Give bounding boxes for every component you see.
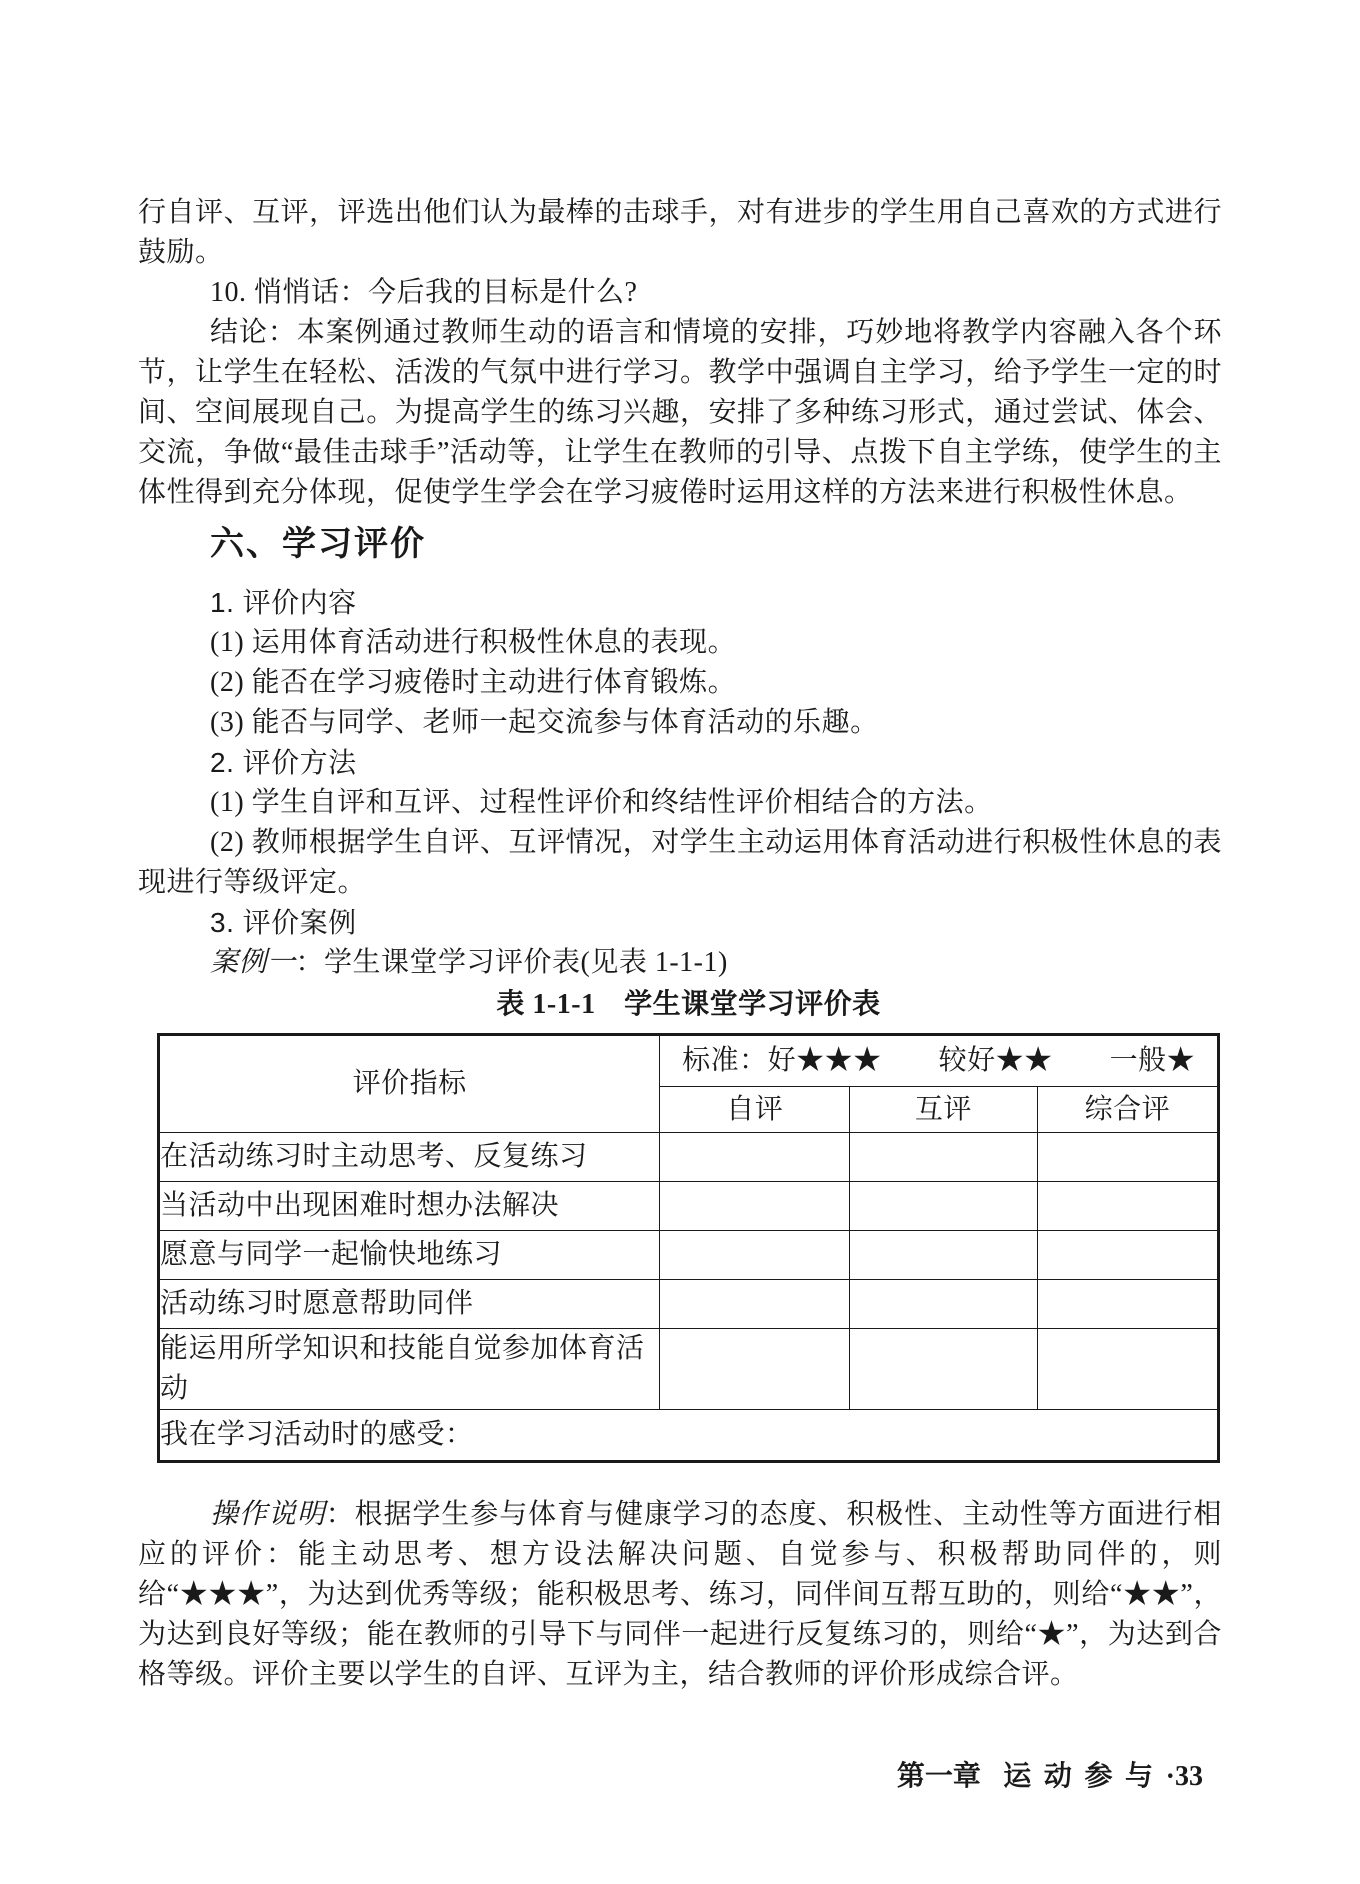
peer-eval-cell (850, 1133, 1038, 1182)
footer-chapter: 第一章 (896, 1761, 981, 1792)
footer-separator: · (1165, 1761, 1175, 1792)
page-footer (897, 1757, 1203, 1797)
overall-eval-cell (1037, 1329, 1218, 1410)
footer-page-number: 33 (1175, 1761, 1203, 1792)
peer-eval-cell (850, 1329, 1038, 1410)
subsection-1-heading: 1. 评价内容 (210, 587, 357, 618)
criteria-cell: 能运用所学知识和技能自觉参加体育活动 (159, 1329, 660, 1410)
evaluation-content-item-1: (1) 运用体育活动进行积极性休息的表现。 (210, 627, 737, 658)
paragraph-whisper: 10. 悄悄话：今后我的目标是什么? (210, 277, 638, 308)
footer-section-title: 运动参与 (1003, 1761, 1166, 1792)
paragraph-conclusion: 结论：本案例通过教师生动的语言和情境的安排，巧妙地将教学内容融入各个环节，让学生在轻松、活泼的气氛中进行学习。教学中强调自主学习，给予学生一定的时间、空间展现自己。为提高学生的练习兴趣，安排了多种练习形式，通过尝试、体会、交流，争做“最佳击球手”活动等，让学生在教师的引导、点拨下自主学练，使学生的主体性得到充分体现，促使学生学会在学习疲倦时运用这样的方法来进行积极性休息。 (138, 317, 1222, 508)
paragraph-continuation: 行自评、互评，评选出他们认为最棒的击球手，对有进步的学生用自己喜欢的方式进行鼓励。 (138, 197, 1222, 268)
table-row (159, 1182, 1219, 1231)
table-row (159, 1329, 1219, 1410)
operation-note-lead: 操作说明 (210, 1499, 326, 1530)
self-eval-cell (660, 1133, 850, 1182)
peer-eval-header-cell: 互评 (850, 1087, 1038, 1133)
evaluation-content-item-3: (3) 能否与同学、老师一起交流参与体育活动的乐趣。 (210, 707, 879, 738)
standard-header-cell: 标准：好★★★ 较好★★ 一般★ (660, 1035, 1219, 1087)
table-row (159, 1133, 1219, 1182)
criteria-header-cell: 评价指标 (159, 1035, 660, 1133)
body-text-block (138, 193, 1222, 1695)
feelings-cell: 我在学习活动时的感受： (159, 1410, 1219, 1462)
case-lead: 案例一 (210, 947, 296, 978)
self-eval-cell (660, 1231, 850, 1280)
evaluation-table (157, 1033, 1220, 1463)
case-rest: ：学生课堂学习评价表(见表 1-1-1) (295, 947, 728, 978)
subsection-2-heading: 2. 评价方法 (210, 747, 357, 778)
self-eval-cell (660, 1280, 850, 1329)
table-header-row-standard (159, 1035, 1219, 1087)
self-eval-cell (660, 1182, 850, 1231)
overall-eval-cell (1037, 1280, 1218, 1329)
case-line (138, 943, 1222, 983)
evaluation-method-item-2: (2) 教师根据学生自评、互评情况，对学生主动运用体育活动进行积极性休息的表现进行等级评定。 (138, 827, 1222, 898)
evaluation-content-item-2: (2) 能否在学习疲倦时主动进行体育锻炼。 (210, 667, 737, 698)
criteria-cell: 愿意与同学一起愉快地练习 (159, 1231, 660, 1280)
overall-eval-header-cell: 综合评 (1037, 1087, 1218, 1133)
evaluation-method-item-1: (1) 学生自评和互评、过程性评价和终结性评价相结合的方法。 (210, 787, 993, 818)
table-feelings-row (159, 1410, 1219, 1462)
overall-eval-cell (1037, 1182, 1218, 1231)
criteria-cell: 当活动中出现困难时想办法解决 (159, 1182, 660, 1231)
self-eval-header-cell: 自评 (660, 1087, 850, 1133)
table-row (159, 1280, 1219, 1329)
peer-eval-cell (850, 1231, 1038, 1280)
criteria-cell: 活动练习时愿意帮助同伴 (159, 1280, 660, 1329)
peer-eval-cell (850, 1182, 1038, 1231)
table-row (159, 1231, 1219, 1280)
operation-note-body: ：根据学生参与体育与健康学习的态度、积极性、主动性等方面进行相应的评价：能主动思考、想方设法解决问题、自觉参与、积极帮助同伴的，则给“★★★”，为达到优秀等级；能积极思考、练习，同伴间互帮互助的，则给“★★”，为达到良好等级；能在教师的引导下与同伴一起进行反复练习的，则给“★”，为达到合格等级。评价主要以学生的自评、互评为主，结合教师的评价形成综合评。 (138, 1499, 1222, 1690)
section-heading: 六、学习评价 (210, 526, 426, 563)
operation-note-paragraph (138, 1495, 1222, 1695)
self-eval-cell (660, 1329, 850, 1410)
subsection-3-heading: 3. 评价案例 (210, 907, 357, 938)
overall-eval-cell (1037, 1133, 1218, 1182)
criteria-cell: 在活动练习时主动思考、反复练习 (159, 1133, 660, 1182)
table-caption: 表 1-1-1 学生课堂学习评价表 (496, 989, 881, 1020)
overall-eval-cell (1037, 1231, 1218, 1280)
peer-eval-cell (850, 1280, 1038, 1329)
